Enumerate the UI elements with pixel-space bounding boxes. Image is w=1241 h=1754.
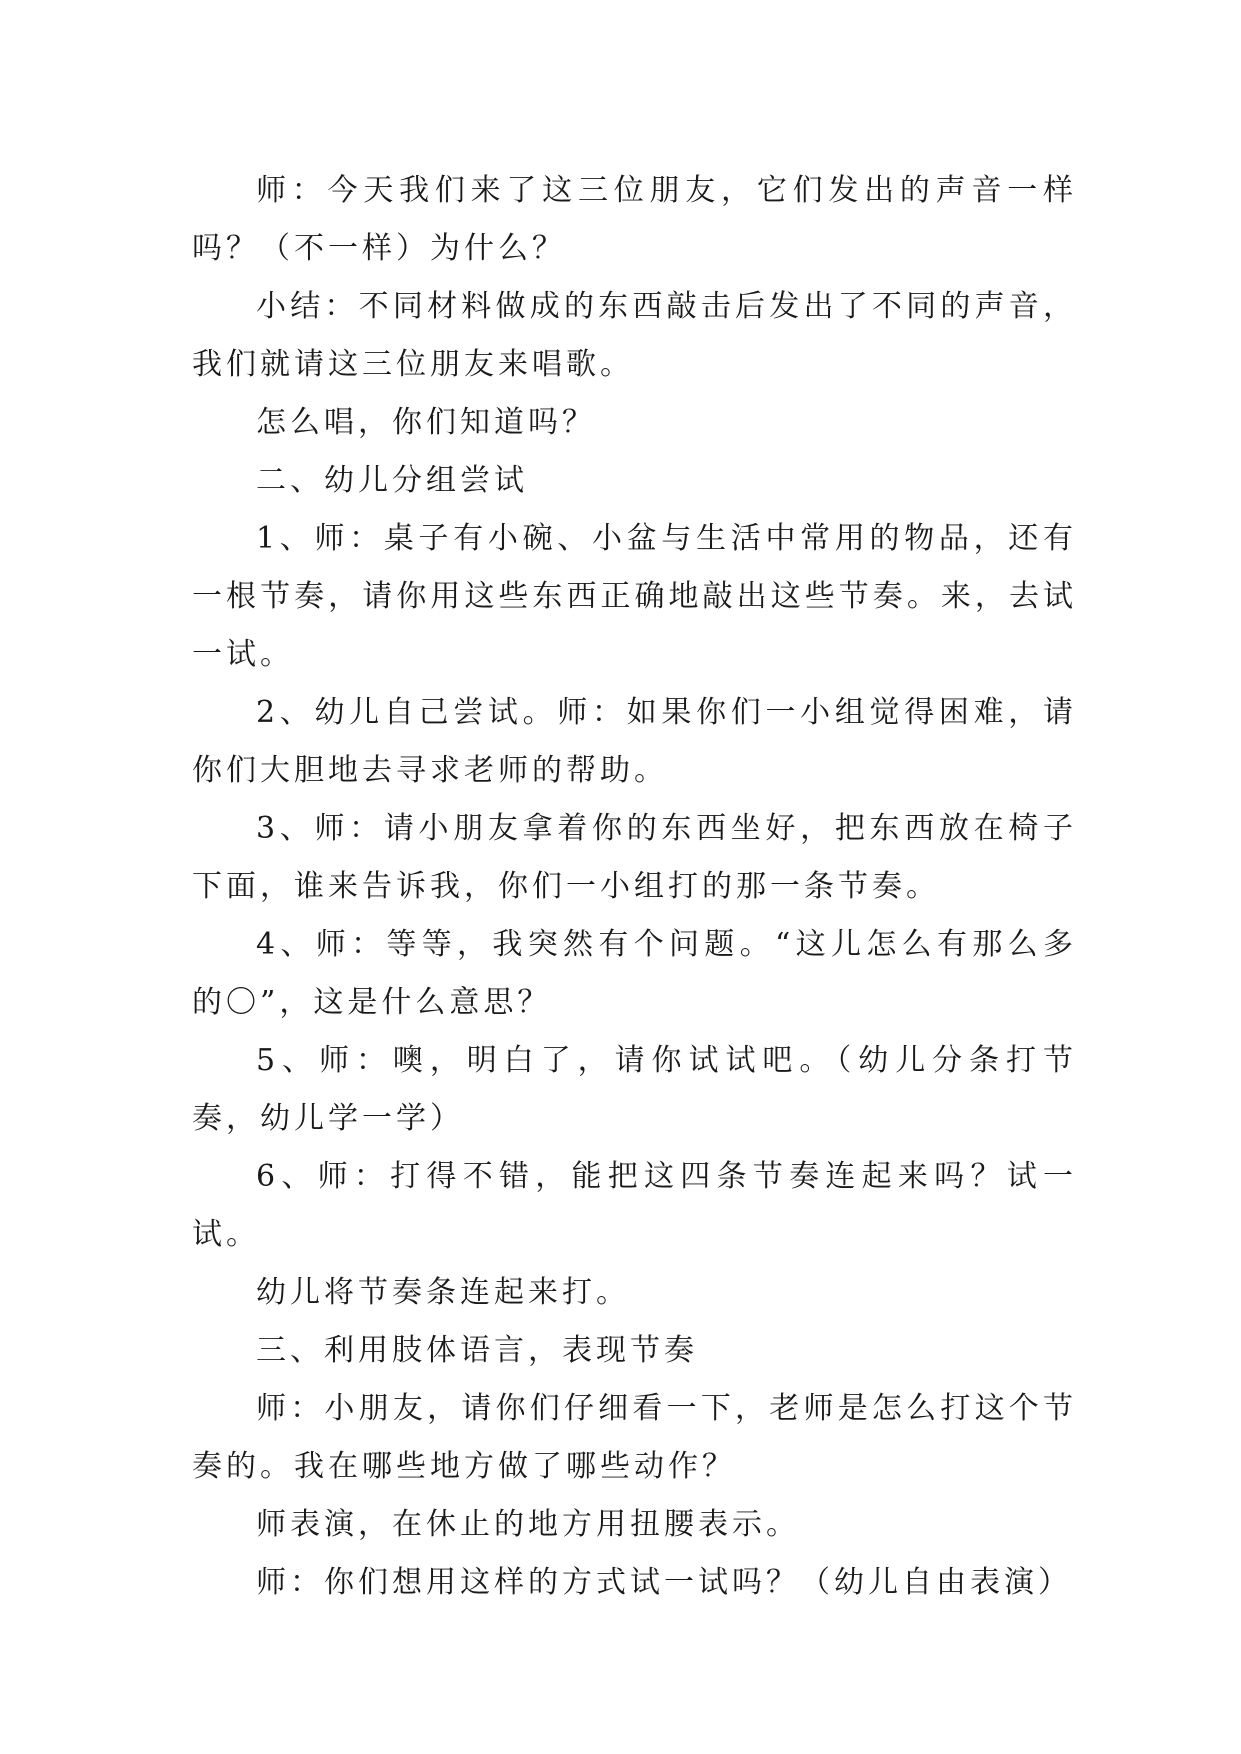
section-heading-2: 二、幼儿分组尝试 [256, 463, 528, 498]
document-body [192, 162, 1077, 1612]
paragraph-7: 3、师：请小朋友拿着你的东西坐好，把东西放在椅子下面，谁来告诉我，你们一小组打的那一条节奏。 [192, 811, 1077, 904]
paragraph-8: 4、师：等等，我突然有个问题。“这儿怎么有那么多的〇”，这是什么意思？ [192, 927, 1077, 1020]
section-heading-3: 三、利用肢体语言，表现节奏 [256, 1333, 698, 1368]
paragraph-15: 师：你们想用这样的方式试一试吗？（幼儿自由表演） [256, 1565, 1072, 1600]
paragraph-5: 1、师：桌子有小碗、小盆与生活中常用的物品，还有一根节奏，请你用这些东西正确地敲出这些节奏。来，去试一试。 [192, 521, 1077, 672]
paragraph-14: 师表演，在休止的地方用扭腰表示。 [256, 1507, 800, 1542]
paragraph-1: 师：今天我们来了这三位朋友，它们发出的声音一样吗？（不一样）为什么？ [192, 173, 1077, 266]
paragraph-2: 小结：不同材料做成的东西敲击后发出了不同的声音，我们就请这三位朋友来唱歌。 [192, 289, 1077, 382]
paragraph-6: 2、幼儿自己尝试。师：如果你们一小组觉得困难，请你们大胆地去寻求老师的帮助。 [192, 695, 1077, 788]
paragraph-10: 6、师：打得不错，能把这四条节奏连起来吗？试一试。 [192, 1159, 1077, 1252]
paragraph-3: 怎么唱，你们知道吗？ [256, 405, 596, 440]
paragraph-13: 师：小朋友，请你们仔细看一下，老师是怎么打这个节奏的。我在哪些地方做了哪些动作？ [192, 1391, 1077, 1484]
paragraph-9: 5、师：噢，明白了，请你试试吧。（幼儿分条打节奏，幼儿学一学） [192, 1043, 1077, 1136]
paragraph-11: 幼儿将节奏条连起来打。 [256, 1275, 630, 1310]
